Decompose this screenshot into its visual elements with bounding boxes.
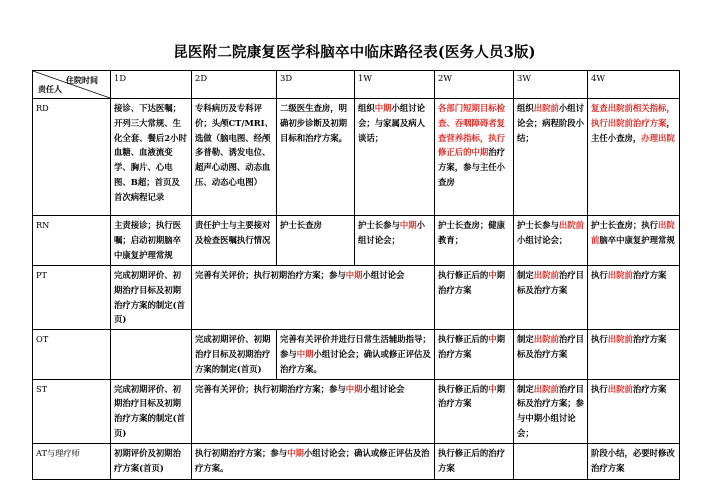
- cell-at-4w: 阶段小结，必要时修改治疗方案: [588, 443, 680, 479]
- cell-ot-4w: 执行出院前治疗方案: [588, 330, 680, 379]
- cell-rn-2d: 责任护士与主要接对及检查医嘱执行情况: [192, 216, 277, 266]
- cell-ot-2d: 完成初期评价、初期治疗目标及初期治疗方案的制定(首页): [192, 330, 277, 379]
- cell-rd-1w: 组织中期小组讨论会；与家属及病人谈话；: [355, 99, 435, 216]
- cell-st-1d: 完成初期评价、初期治疗目标及初期治疗方案的制定(首页): [111, 379, 192, 443]
- header-row: [33, 71, 680, 99]
- cell-at-2w: 执行修正后的治疗方案: [435, 443, 514, 479]
- cell-rn-1d: 主责接诊；执行医嘱；启动初期脑卒中康复护理常规: [111, 216, 192, 266]
- clinical-pathway-table: [32, 70, 680, 480]
- cell-at-3w: [514, 443, 588, 479]
- cell-ot-2w: 执行修正后的中期治疗方案: [435, 330, 514, 379]
- cell-ot-3d-1w: 完善有关评价并进行日常生活辅助指导；参与中期小组讨论会；确认或修正评估及治疗方案。: [277, 330, 435, 379]
- header-col-2w: 2W: [435, 71, 514, 99]
- cell-pt-3w: 制定出院前治疗目标及治疗方案: [514, 266, 588, 330]
- cell-rn-3w: 护士长参与出院前小组讨论会；: [514, 216, 588, 266]
- cell-rn-4w: 护士长查房；执行出院前脑卒中康复护理常规: [588, 216, 680, 266]
- cell-rn-1w: 护士长参与中期小组讨论会；: [355, 216, 435, 266]
- row-label-ot: OT: [33, 330, 111, 379]
- cell-pt-2w: 执行修正后的中期治疗方案: [435, 266, 514, 330]
- row-label-st: ST: [33, 379, 111, 443]
- header-corner-cell: [33, 71, 111, 99]
- cell-at-1d: 初期评价及初期治疗方案(首页): [111, 443, 192, 479]
- cell-rd-2w: 各部门短期目标检查、吞咽障碍者复查营养指标，执行修正后的中期治疗方案，参与主任小查房: [435, 99, 514, 216]
- table-row-rd: [33, 99, 680, 216]
- cell-ot-3w: 制定出院前治疗目标及治疗方案: [514, 330, 588, 379]
- cell-pt-2d-1w: 完善有关评价；执行初期治疗方案；参与中期小组讨论会: [192, 266, 435, 330]
- header-col-1d: 1D: [111, 71, 192, 99]
- table-row-pt: [33, 266, 680, 330]
- cell-st-4w: 执行出院前治疗方案: [588, 379, 680, 443]
- row-label-pt: PT: [33, 266, 111, 330]
- table-row-rn: [33, 216, 680, 266]
- header-col-3w: 3W: [514, 71, 588, 99]
- cell-rd-2d: 专科病历及专科评价；头颅CT/MRI、选做（脑电图、经颅多普勒、诱发电位、超声心动图、动态血压、动态心电图）: [192, 99, 277, 216]
- cell-rd-3d: 二级医生查房，明确初步诊断及初期目标和治疗方案。: [277, 99, 355, 216]
- cell-st-2d-1w: 完善有关评价；执行初期治疗方案；参与中期小组讨论会: [192, 379, 435, 443]
- cell-st-3w: 制定出院前治疗目标及治疗方案；参与中期小组讨论会；: [514, 379, 588, 443]
- page-title: 昆医附二院康复医学科脑卒中临床路径表(医务人员3版): [173, 44, 536, 61]
- cell-pt-4w: 执行出院前治疗方案: [588, 266, 680, 330]
- header-col-4w: 4W: [588, 71, 680, 99]
- cell-rd-3w: 组织出院前小组讨论会；病程阶段小结；: [514, 99, 588, 216]
- header-col-1w: 1W: [355, 71, 435, 99]
- header-time-label: 住院时间: [66, 75, 98, 85]
- cell-at-2d-1w: 执行初期治疗方案；参与中期小组讨论会；确认或修正评估及治疗方案。: [192, 443, 435, 479]
- row-label-rn: RN: [33, 216, 111, 266]
- row-label-at: AT与理疗师: [33, 443, 111, 479]
- table-row-st: [33, 379, 680, 443]
- header-owner-label: 责任人: [38, 84, 62, 95]
- cell-ot-1d: [111, 330, 192, 379]
- header-col-2d: 2D: [192, 71, 277, 99]
- table-row-at: [33, 443, 680, 479]
- cell-rn-3d: 护士长查房: [277, 216, 355, 266]
- cell-rn-2w: 护士长查房；健康教育；: [435, 216, 514, 266]
- cell-st-2w: 执行修正后的中期治疗方案: [435, 379, 514, 443]
- row-label-rd: RD: [33, 99, 111, 216]
- header-col-3d: 3D: [277, 71, 355, 99]
- cell-rd-1d: 接诊、下达医嘱；开列三大常规、生化全套、餐后2小时血糖、血液流变学、胸片、心电图、B超；首页及首次病程记录: [111, 99, 192, 216]
- cell-rd-4w: 复查出院前相关指标，执行出院前治疗方案，主任小查房，办理出院: [588, 99, 680, 216]
- cell-pt-1d: 完成初期评价、初期治疗目标及初期治疗方案的制定(首页): [111, 266, 192, 330]
- table-row-ot: [33, 330, 680, 379]
